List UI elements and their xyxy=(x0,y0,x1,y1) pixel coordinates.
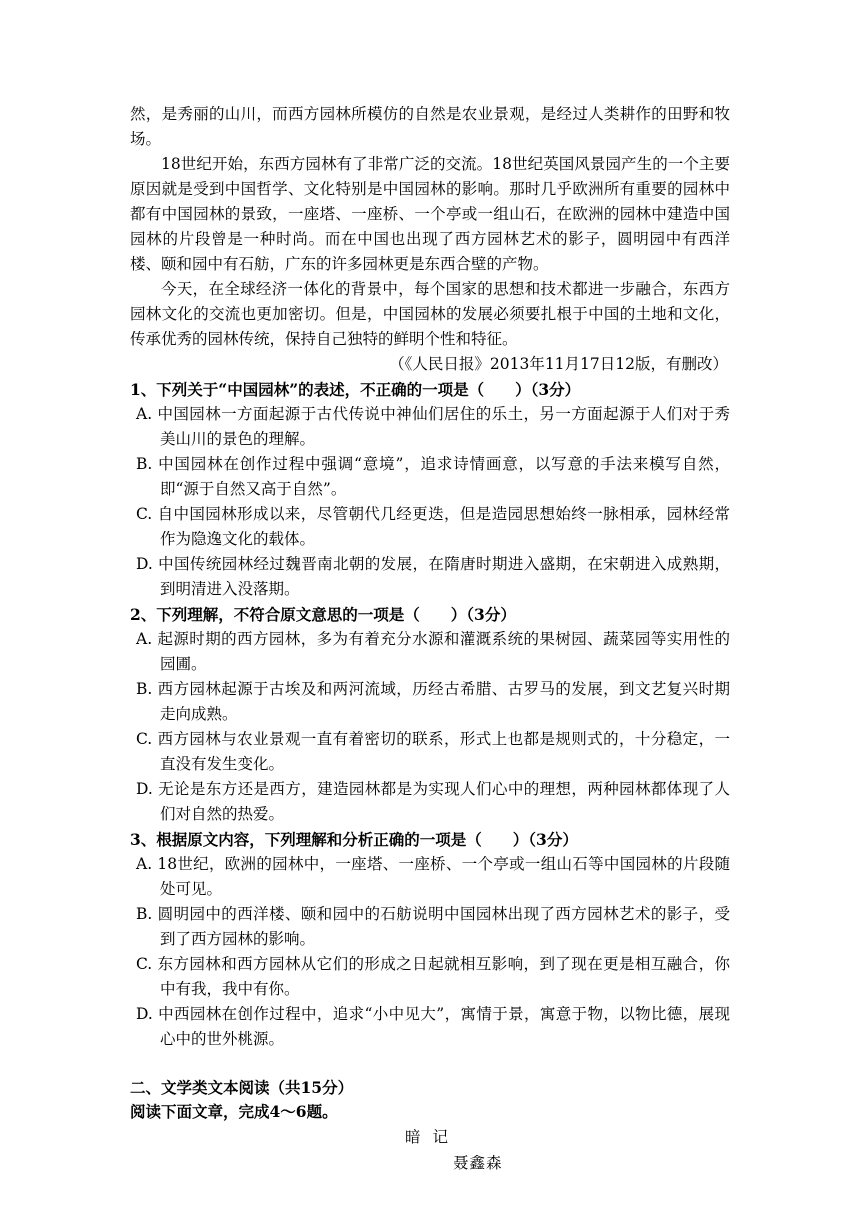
option-c: C. 西方园林与农业景观一直有着密切的联系，形式上也都是规则式的，十分稳定，一直没有发生变化。 xyxy=(136,730,730,773)
option-b: B. 圆明园中的西洋楼、颐和园中的石舫说明中国园林出现了西方园林艺术的影子，受到了西方园林的影响。 xyxy=(136,905,730,948)
question-stem: 2、下列理解，不符合原文意思的一项是（ ）（3分） xyxy=(130,605,516,624)
option-c: C. 自中国园林形成以来，尽管朝代几经更迭，但是造园思想始终一脉相承，园林经常作为隐逸文化的载体。 xyxy=(136,505,730,548)
option-d: D. 中西园林在创作过程中，追求“小中见大”，寓情于景，寓意于物，以物比德，展现心中的世外桃源。 xyxy=(136,1005,730,1048)
option-a: A. 起源时期的西方园林，多为有着充分水源和灌溉系统的果树园、蔬菜园等实用性的园圃。 xyxy=(136,630,730,673)
document-page xyxy=(130,102,730,1176)
option-c: C. 东方园林和西方园林从它们的形成之日起就相互影响，到了现在更是相互融合，你中有我，我中有你。 xyxy=(136,955,730,998)
article-title: 暗记 xyxy=(405,1128,461,1146)
option-a: A. 18世纪，欧洲的园林中，一座塔、一座桥、一个亭或一组山石等中国园林的片段随处可见。 xyxy=(136,855,730,898)
article-author: 聂鑫森 xyxy=(453,1154,503,1172)
option-a: A. 中国园林一方面起源于古代传说中神仙们居住的乐土，另一方面起源于人们对于秀美山川的景色的理解。 xyxy=(136,405,730,448)
section-instruction: 阅读下面文章，完成4～6题。 xyxy=(130,1102,338,1121)
passage-source: （《人民日报》2013年11月17日12版，有删改） xyxy=(389,355,728,373)
section-heading: 二、文学类文本阅读（共15分） xyxy=(130,1078,354,1097)
passage-paragraph-3: 今天，在全球经济一体化的背景中，每个国家的思想和技术都进一步融合，东西方园林文化的交流也更加密切。但是，中国园林的发展必须要扎根于中国的土地和文化，传承优秀的园林传统，保持自己独特的鲜明个性和特征。 xyxy=(130,280,730,348)
option-d: D. 中国传统园林经过魏晋南北朝的发展，在隋唐时期进入盛期，在宋朝进入成熟期，到明清进入没落期。 xyxy=(136,555,730,598)
question-2 xyxy=(130,603,730,827)
section-gap xyxy=(130,1052,730,1076)
passage-paragraph-2: 18世纪开始，东西方园林有了非常广泛的交流。18世纪英国风景园产生的一个主要原因就是受到中国哲学、文化特别是中国园林的影响。那时几乎欧洲所有重要的园林中都有中国园林的景致，一座塔、一座桥、一个亭或一组山石，在欧洲的园林中建造中国园林的片段曾是一种时尚。而在中国也出现了西方园林艺术的影子，圆明园中有西洋楼、颐和园中有石舫，广东的许多园林更是东西合壁的产物。 xyxy=(130,155,730,273)
question-stem: 1、下列关于“中国园林”的表述，不正确的一项是（ ）（3分） xyxy=(130,380,581,399)
option-b: B. 中国园林在创作过程中强调“意境”，追求诗情画意，以写意的手法来模写自然，即“源于自然又高于自然”。 xyxy=(136,455,730,498)
question-1 xyxy=(130,378,730,602)
question-3 xyxy=(130,828,730,1052)
option-d: D. 无论是东方还是西方，建造园林都是为实现人们心中的理想，两种园林都体现了人们对自然的热爱。 xyxy=(136,780,730,823)
question-stem: 3、根据原文内容，下列理解和分析正确的一项是（ ）（3分） xyxy=(130,830,578,849)
passage-paragraph-1: 然，是秀丽的山川，而西方园林所模仿的自然是农业景观，是经过人类耕作的田野和牧场。 xyxy=(130,105,730,148)
option-b: B. 西方园林起源于古埃及和两河流域，历经古希腊、古罗马的发展，到文艺复兴时期走向成熟。 xyxy=(136,680,730,723)
